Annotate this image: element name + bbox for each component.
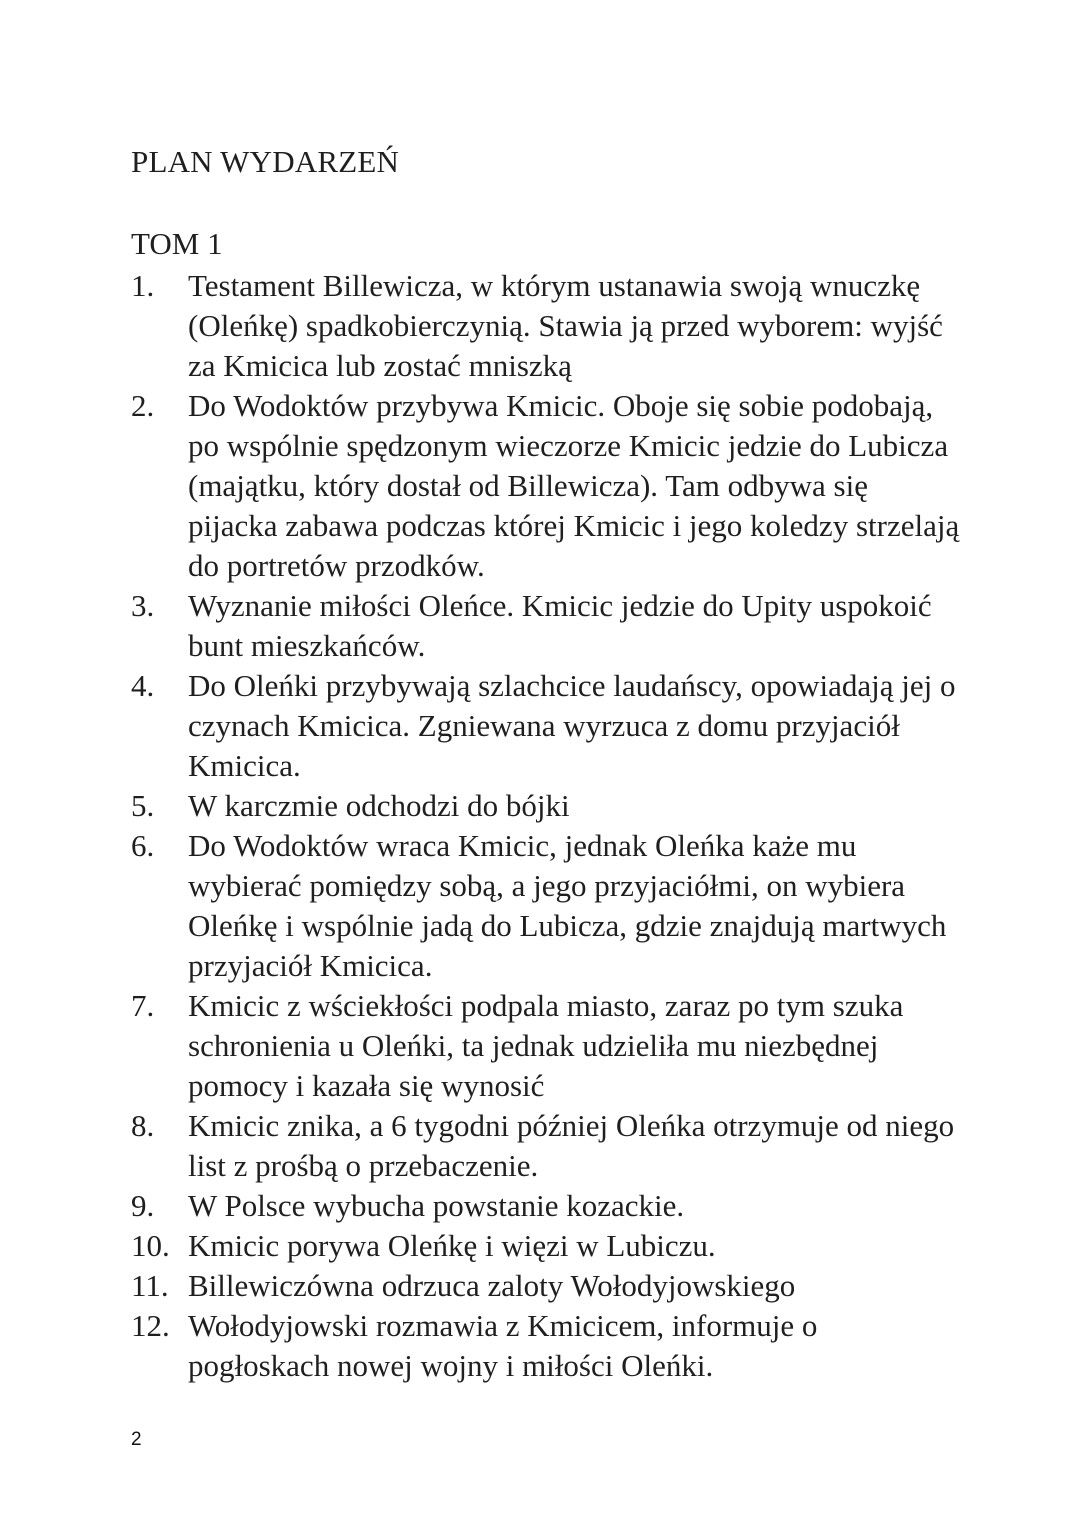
event-item xyxy=(131,666,961,786)
event-item xyxy=(131,786,961,826)
event-text: Wołodyjowski rozmawia z Kmicicem, informuje o pogłoskach nowej wojny i miłości Oleńki. xyxy=(188,1308,818,1383)
event-number: 8. xyxy=(131,1108,155,1143)
event-number: 3. xyxy=(131,588,155,623)
event-number: 11. xyxy=(131,1268,169,1303)
event-number: 10. xyxy=(131,1228,170,1263)
event-item xyxy=(131,1106,961,1186)
event-item xyxy=(131,1186,961,1226)
event-text: Wyznanie miłości Oleńce. Kmicic jedzie do Upity uspokoić bunt mieszkańców. xyxy=(188,588,932,663)
event-number: 1. xyxy=(131,268,155,303)
event-text: Billewiczówna odrzuca zaloty Wołodyjowskiego xyxy=(188,1268,796,1303)
event-item xyxy=(131,586,961,666)
event-text: Do Oleńki przybywają szlachcice laudańscy, opowiadają jej o czynach Kmicica. Zgniewana wyrzuca z domu przyjaciół Kmicica. xyxy=(188,668,956,783)
event-number: 2. xyxy=(131,388,155,423)
event-number: 4. xyxy=(131,668,155,703)
event-number: 12. xyxy=(131,1308,170,1343)
event-list xyxy=(131,266,961,1386)
event-number: 9. xyxy=(131,1188,155,1223)
event-item xyxy=(131,1306,961,1386)
event-text: W Polsce wybucha powstanie kozackie. xyxy=(188,1188,685,1223)
section-heading: TOM 1 xyxy=(131,226,223,261)
event-item xyxy=(131,1226,961,1266)
event-item xyxy=(131,826,961,986)
event-text: Kmicic z wściekłości podpala miasto, zaraz po tym szuka schronienia u Oleńki, ta jednak udzieliła mu niezbędnej pomocy i kazała się wynosić xyxy=(188,988,904,1103)
event-item xyxy=(131,986,961,1106)
event-text: W karczmie odchodzi do bójki xyxy=(188,788,570,823)
event-text: Kmicic porywa Oleńkę i więzi w Lubiczu. xyxy=(188,1228,716,1263)
event-number: 5. xyxy=(131,788,155,823)
event-item xyxy=(131,266,961,386)
page-number: 2 xyxy=(131,1429,142,1450)
event-item xyxy=(131,386,961,586)
event-text: Do Wodoktów przybywa Kmicic. Oboje się sobie podobają, po wspólnie spędzonym wieczorze Kmicic jedzie do Lubicza (majątku, który dostał od Billewicza). Tam odbywa się pijacka zabawa podczas której Kmicic i jego koledzy strzelają do portretów przodków. xyxy=(188,388,960,583)
event-number: 7. xyxy=(131,988,155,1023)
event-text: Kmicic znika, a 6 tygodni później Oleńka otrzymuje od niego list z prośbą o przebaczenie. xyxy=(188,1108,955,1183)
event-item xyxy=(131,1266,961,1306)
event-text: Testament Billewicza, w którym ustanawia swoją wnuczkę (Oleńkę) spadkobierczynią. Stawia ją przed wyborem: wyjść za Kmicica lub zostać mniszką xyxy=(188,268,943,383)
event-text: Do Wodoktów wraca Kmicic, jednak Oleńka każe mu wybierać pomiędzy sobą, a jego przyjaciółmi, on wybiera Oleńkę i wspólnie jadą do Lubicza, gdzie znajdują martwych przyjaciół Kmicica. xyxy=(188,828,947,983)
page-title: PLAN WYDARZEŃ xyxy=(131,144,400,179)
event-number: 6. xyxy=(131,828,155,863)
